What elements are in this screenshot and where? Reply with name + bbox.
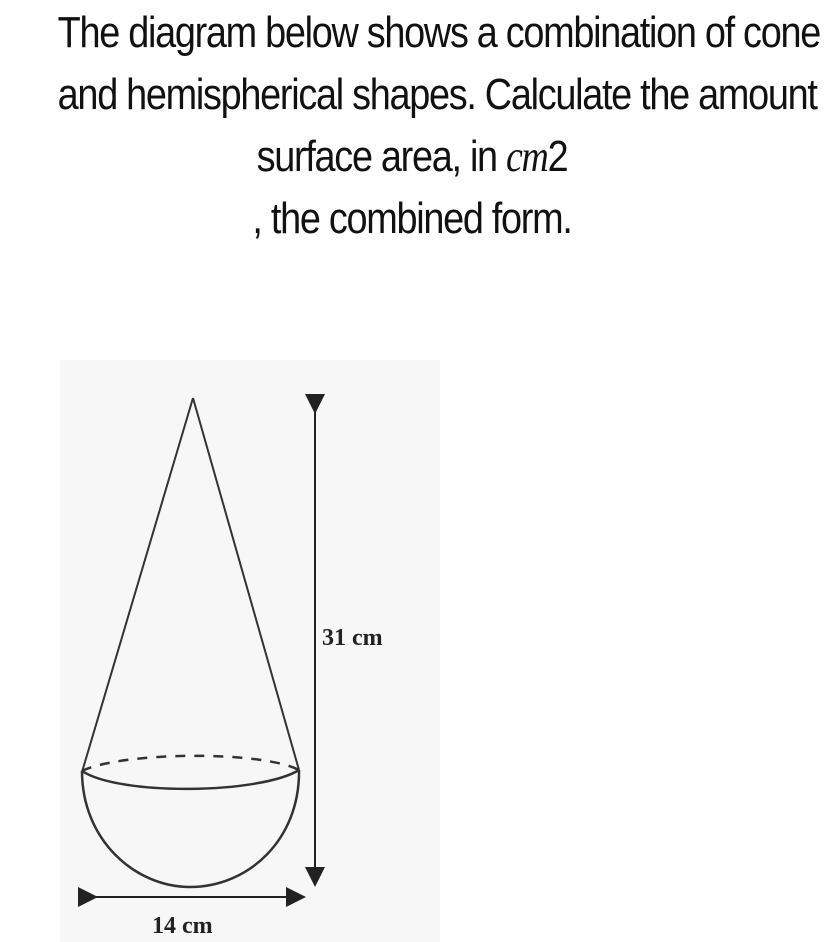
height-label: 31 cm	[322, 625, 383, 651]
base-ellipse-hidden-rim	[82, 756, 299, 771]
question-line-3-prefix: surface area, in	[256, 132, 507, 181]
question-line-2: and hemispherical shapes. Calculate the amount	[57, 70, 817, 119]
unit-cm: cm	[506, 132, 548, 181]
hemisphere-outline	[82, 770, 299, 887]
question-line-3	[58, 126, 767, 188]
cone-left-edge	[82, 398, 193, 772]
diameter-label: 14 cm	[152, 913, 213, 939]
question-line-1: The diagram below shows a combination of cone	[57, 8, 820, 57]
unit-exponent: 2	[547, 132, 568, 181]
figure-drawing	[60, 360, 440, 942]
cone-right-edge	[193, 398, 299, 770]
cone-hemisphere-figure	[60, 360, 440, 942]
question-line-4: , the combined form.	[252, 194, 572, 243]
base-ellipse-front-rim	[82, 770, 299, 789]
question-text	[0, 0, 824, 250]
